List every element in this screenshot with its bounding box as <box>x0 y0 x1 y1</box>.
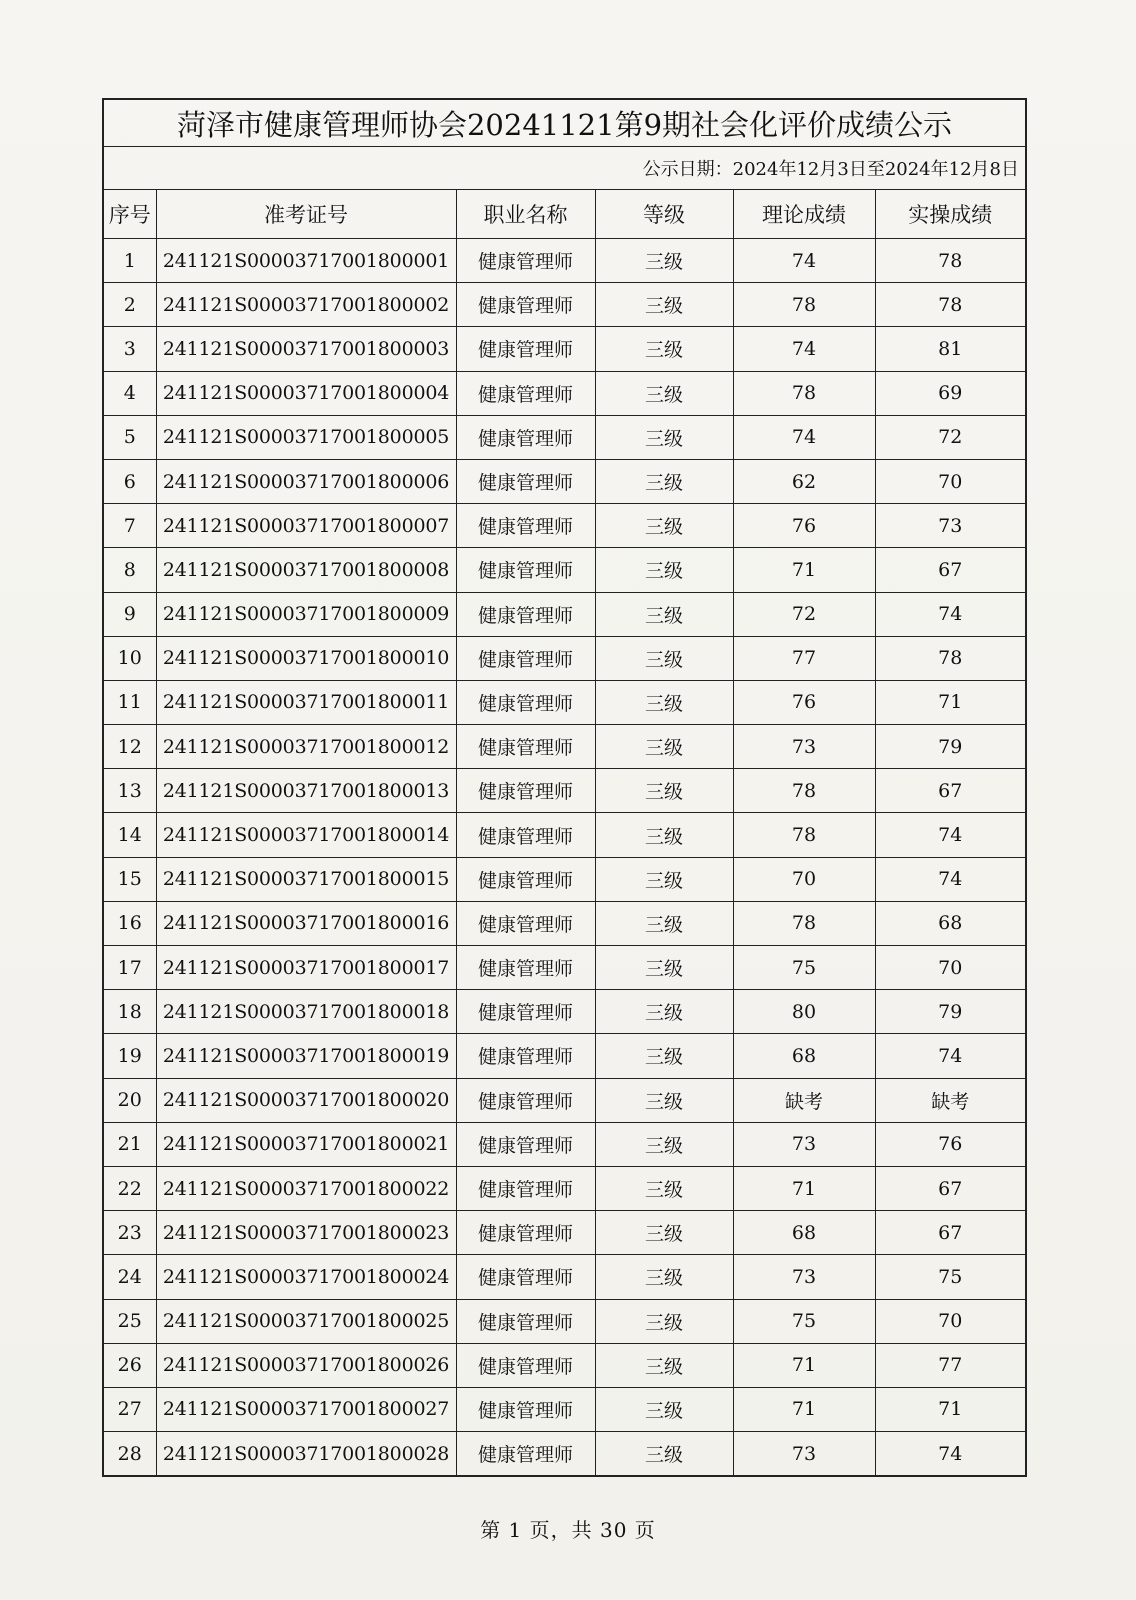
cell-theory: 78 <box>733 371 875 415</box>
cell-ticket: 241121S00003717001800014 <box>156 813 456 857</box>
cell-no: 3 <box>104 327 156 371</box>
cell-no: 4 <box>104 371 156 415</box>
table-row <box>104 1122 1025 1166</box>
cell-ticket: 241121S00003717001800015 <box>156 857 456 901</box>
cell-level: 三级 <box>595 1432 733 1476</box>
cell-level: 三级 <box>595 680 733 724</box>
cell-no: 18 <box>104 990 156 1034</box>
cell-job: 健康管理师 <box>456 813 595 857</box>
cell-practice: 74 <box>875 1432 1025 1476</box>
table-body <box>104 239 1025 1476</box>
cell-no: 14 <box>104 813 156 857</box>
cell-ticket: 241121S00003717001800013 <box>156 769 456 813</box>
cell-no: 25 <box>104 1299 156 1343</box>
cell-theory: 75 <box>733 946 875 990</box>
header-theory: 理论成绩 <box>733 190 875 239</box>
cell-theory: 77 <box>733 636 875 680</box>
cell-practice: 71 <box>875 680 1025 724</box>
table-row <box>104 1078 1025 1122</box>
cell-theory: 缺考 <box>733 1078 875 1122</box>
header-practice: 实操成绩 <box>875 190 1025 239</box>
table-row <box>104 636 1025 680</box>
cell-no: 8 <box>104 548 156 592</box>
cell-theory: 71 <box>733 1343 875 1387</box>
cell-ticket: 241121S00003717001800016 <box>156 901 456 945</box>
cell-practice: 74 <box>875 857 1025 901</box>
cell-ticket: 241121S00003717001800012 <box>156 725 456 769</box>
document-title: 菏泽市健康管理师协会20241121第9期社会化评价成绩公示 <box>104 100 1025 147</box>
cell-theory: 70 <box>733 857 875 901</box>
cell-practice: 70 <box>875 1299 1025 1343</box>
cell-level: 三级 <box>595 459 733 503</box>
cell-ticket: 241121S00003717001800002 <box>156 283 456 327</box>
table-row <box>104 1432 1025 1476</box>
cell-theory: 73 <box>733 1122 875 1166</box>
cell-level: 三级 <box>595 946 733 990</box>
cell-theory: 76 <box>733 504 875 548</box>
cell-no: 21 <box>104 1122 156 1166</box>
cell-level: 三级 <box>595 901 733 945</box>
cell-no: 12 <box>104 725 156 769</box>
cell-level: 三级 <box>595 239 733 283</box>
cell-no: 19 <box>104 1034 156 1078</box>
cell-theory: 73 <box>733 1255 875 1299</box>
cell-job: 健康管理师 <box>456 857 595 901</box>
cell-ticket: 241121S00003717001800023 <box>156 1211 456 1255</box>
cell-level: 三级 <box>595 857 733 901</box>
cell-no: 26 <box>104 1343 156 1387</box>
cell-theory: 74 <box>733 415 875 459</box>
cell-job: 健康管理师 <box>456 1387 595 1431</box>
cell-level: 三级 <box>595 1343 733 1387</box>
cell-level: 三级 <box>595 813 733 857</box>
table-row <box>104 1299 1025 1343</box>
cell-no: 1 <box>104 239 156 283</box>
cell-ticket: 241121S00003717001800004 <box>156 371 456 415</box>
cell-job: 健康管理师 <box>456 504 595 548</box>
cell-no: 5 <box>104 415 156 459</box>
cell-theory: 78 <box>733 813 875 857</box>
cell-job: 健康管理师 <box>456 327 595 371</box>
results-table-frame <box>102 98 1027 1477</box>
table-row <box>104 946 1025 990</box>
table-row <box>104 1343 1025 1387</box>
cell-practice: 69 <box>875 371 1025 415</box>
cell-job: 健康管理师 <box>456 946 595 990</box>
cell-ticket: 241121S00003717001800022 <box>156 1166 456 1210</box>
cell-practice: 71 <box>875 1387 1025 1431</box>
table-row <box>104 901 1025 945</box>
table-row <box>104 1034 1025 1078</box>
cell-job: 健康管理师 <box>456 1166 595 1210</box>
cell-level: 三级 <box>595 504 733 548</box>
cell-level: 三级 <box>595 1166 733 1210</box>
cell-no: 23 <box>104 1211 156 1255</box>
cell-job: 健康管理师 <box>456 725 595 769</box>
cell-practice: 70 <box>875 459 1025 503</box>
cell-theory: 78 <box>733 769 875 813</box>
cell-job: 健康管理师 <box>456 1299 595 1343</box>
cell-ticket: 241121S00003717001800009 <box>156 592 456 636</box>
cell-job: 健康管理师 <box>456 636 595 680</box>
header-ticket: 准考证号 <box>156 190 456 239</box>
cell-practice: 74 <box>875 592 1025 636</box>
table-row <box>104 769 1025 813</box>
cell-ticket: 241121S00003717001800008 <box>156 548 456 592</box>
cell-no: 13 <box>104 769 156 813</box>
cell-job: 健康管理师 <box>456 459 595 503</box>
header-no: 序号 <box>104 190 156 239</box>
cell-theory: 74 <box>733 239 875 283</box>
cell-practice: 74 <box>875 813 1025 857</box>
cell-ticket: 241121S00003717001800019 <box>156 1034 456 1078</box>
cell-theory: 73 <box>733 1432 875 1476</box>
cell-ticket: 241121S00003717001800021 <box>156 1122 456 1166</box>
table-row <box>104 239 1025 283</box>
cell-level: 三级 <box>595 769 733 813</box>
cell-no: 9 <box>104 592 156 636</box>
cell-no: 28 <box>104 1432 156 1476</box>
cell-level: 三级 <box>595 548 733 592</box>
cell-ticket: 241121S00003717001800027 <box>156 1387 456 1431</box>
cell-no: 10 <box>104 636 156 680</box>
cell-practice: 76 <box>875 1122 1025 1166</box>
cell-theory: 78 <box>733 283 875 327</box>
cell-theory: 80 <box>733 990 875 1034</box>
cell-ticket: 241121S00003717001800028 <box>156 1432 456 1476</box>
cell-practice: 78 <box>875 283 1025 327</box>
cell-level: 三级 <box>595 990 733 1034</box>
cell-theory: 74 <box>733 327 875 371</box>
cell-no: 17 <box>104 946 156 990</box>
cell-level: 三级 <box>595 371 733 415</box>
cell-level: 三级 <box>595 1078 733 1122</box>
cell-theory: 68 <box>733 1211 875 1255</box>
cell-theory: 73 <box>733 725 875 769</box>
cell-no: 20 <box>104 1078 156 1122</box>
cell-ticket: 241121S00003717001800026 <box>156 1343 456 1387</box>
cell-theory: 71 <box>733 548 875 592</box>
cell-no: 6 <box>104 459 156 503</box>
table-row <box>104 1255 1025 1299</box>
cell-practice: 75 <box>875 1255 1025 1299</box>
cell-practice: 79 <box>875 725 1025 769</box>
cell-no: 27 <box>104 1387 156 1431</box>
cell-practice: 缺考 <box>875 1078 1025 1122</box>
cell-level: 三级 <box>595 1034 733 1078</box>
cell-no: 11 <box>104 680 156 724</box>
cell-ticket: 241121S00003717001800003 <box>156 327 456 371</box>
cell-theory: 76 <box>733 680 875 724</box>
cell-job: 健康管理师 <box>456 415 595 459</box>
cell-job: 健康管理师 <box>456 1343 595 1387</box>
publish-date: 公示日期：2024年12月3日至2024年12月8日 <box>104 147 1025 190</box>
cell-job: 健康管理师 <box>456 901 595 945</box>
cell-job: 健康管理师 <box>456 1255 595 1299</box>
page-number: 第 1 页，共 30 页 <box>480 1518 656 1542</box>
cell-level: 三级 <box>595 1122 733 1166</box>
cell-practice: 67 <box>875 1166 1025 1210</box>
cell-theory: 72 <box>733 592 875 636</box>
table-row <box>104 371 1025 415</box>
cell-no: 2 <box>104 283 156 327</box>
table-row <box>104 1166 1025 1210</box>
cell-level: 三级 <box>595 1299 733 1343</box>
cell-practice: 73 <box>875 504 1025 548</box>
cell-ticket: 241121S00003717001800006 <box>156 459 456 503</box>
cell-job: 健康管理师 <box>456 1034 595 1078</box>
cell-job: 健康管理师 <box>456 990 595 1034</box>
cell-job: 健康管理师 <box>456 680 595 724</box>
page-footer <box>0 1514 1136 1543</box>
cell-job: 健康管理师 <box>456 283 595 327</box>
cell-ticket: 241121S00003717001800001 <box>156 239 456 283</box>
cell-job: 健康管理师 <box>456 1211 595 1255</box>
cell-ticket: 241121S00003717001800007 <box>156 504 456 548</box>
table-row <box>104 548 1025 592</box>
cell-job: 健康管理师 <box>456 371 595 415</box>
header-level: 等级 <box>595 190 733 239</box>
cell-ticket: 241121S00003717001800018 <box>156 990 456 1034</box>
cell-level: 三级 <box>595 1255 733 1299</box>
cell-theory: 75 <box>733 1299 875 1343</box>
table-row <box>104 990 1025 1034</box>
cell-practice: 79 <box>875 990 1025 1034</box>
cell-theory: 71 <box>733 1387 875 1431</box>
cell-job: 健康管理师 <box>456 1122 595 1166</box>
cell-level: 三级 <box>595 725 733 769</box>
cell-practice: 78 <box>875 636 1025 680</box>
cell-ticket: 241121S00003717001800010 <box>156 636 456 680</box>
cell-no: 15 <box>104 857 156 901</box>
cell-ticket: 241121S00003717001800005 <box>156 415 456 459</box>
header-job: 职业名称 <box>456 190 595 239</box>
table-row <box>104 1387 1025 1431</box>
cell-practice: 70 <box>875 946 1025 990</box>
table-row <box>104 725 1025 769</box>
results-table <box>104 190 1025 1475</box>
table-row <box>104 1211 1025 1255</box>
table-header-row <box>104 190 1025 239</box>
cell-level: 三级 <box>595 1211 733 1255</box>
cell-job: 健康管理师 <box>456 1432 595 1476</box>
cell-ticket: 241121S00003717001800025 <box>156 1299 456 1343</box>
cell-practice: 78 <box>875 239 1025 283</box>
cell-theory: 71 <box>733 1166 875 1210</box>
cell-ticket: 241121S00003717001800017 <box>156 946 456 990</box>
table-row <box>104 283 1025 327</box>
cell-ticket: 241121S00003717001800011 <box>156 680 456 724</box>
table-row <box>104 327 1025 371</box>
cell-level: 三级 <box>595 415 733 459</box>
cell-ticket: 241121S00003717001800020 <box>156 1078 456 1122</box>
cell-no: 24 <box>104 1255 156 1299</box>
cell-theory: 62 <box>733 459 875 503</box>
cell-job: 健康管理师 <box>456 239 595 283</box>
table-row <box>104 680 1025 724</box>
cell-practice: 77 <box>875 1343 1025 1387</box>
cell-level: 三级 <box>595 327 733 371</box>
cell-practice: 68 <box>875 901 1025 945</box>
cell-theory: 78 <box>733 901 875 945</box>
cell-no: 16 <box>104 901 156 945</box>
table-row <box>104 504 1025 548</box>
cell-practice: 72 <box>875 415 1025 459</box>
cell-practice: 81 <box>875 327 1025 371</box>
table-row <box>104 857 1025 901</box>
cell-no: 7 <box>104 504 156 548</box>
cell-job: 健康管理师 <box>456 592 595 636</box>
cell-practice: 74 <box>875 1034 1025 1078</box>
table-row <box>104 592 1025 636</box>
cell-level: 三级 <box>595 592 733 636</box>
cell-level: 三级 <box>595 283 733 327</box>
cell-practice: 67 <box>875 548 1025 592</box>
table-row <box>104 459 1025 503</box>
cell-level: 三级 <box>595 1387 733 1431</box>
cell-no: 22 <box>104 1166 156 1210</box>
cell-job: 健康管理师 <box>456 1078 595 1122</box>
cell-practice: 67 <box>875 1211 1025 1255</box>
table-row <box>104 415 1025 459</box>
cell-ticket: 241121S00003717001800024 <box>156 1255 456 1299</box>
cell-job: 健康管理师 <box>456 769 595 813</box>
cell-level: 三级 <box>595 636 733 680</box>
cell-job: 健康管理师 <box>456 548 595 592</box>
table-row <box>104 813 1025 857</box>
cell-theory: 68 <box>733 1034 875 1078</box>
cell-practice: 67 <box>875 769 1025 813</box>
